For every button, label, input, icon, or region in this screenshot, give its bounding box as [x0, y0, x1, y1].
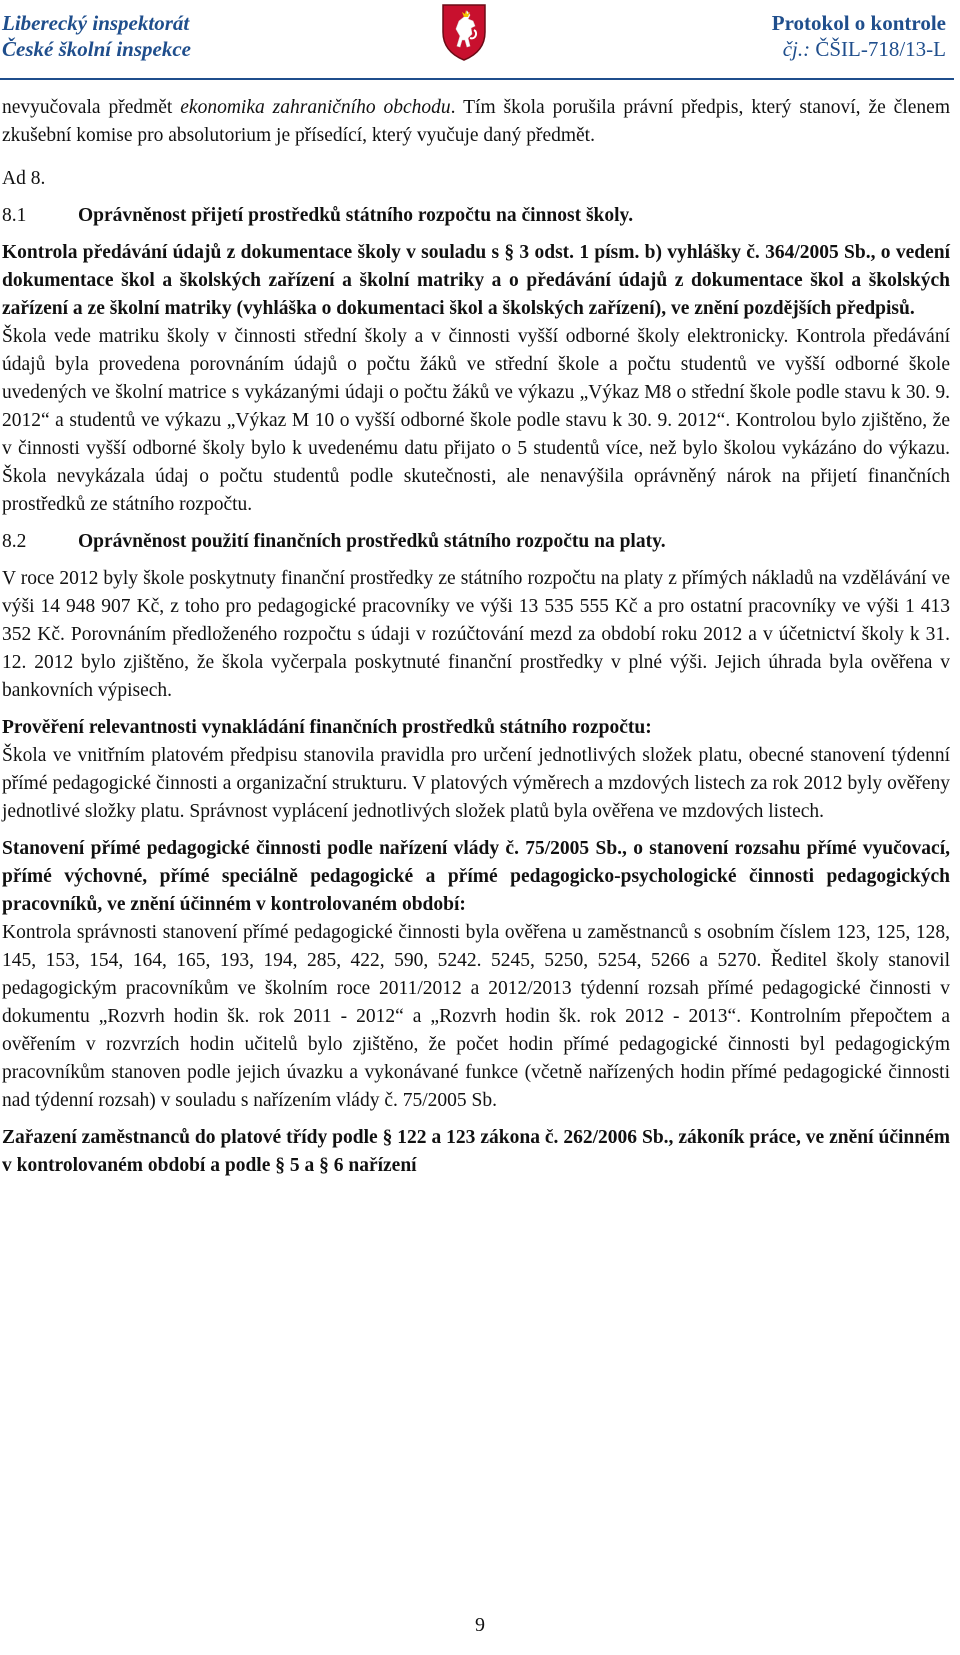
section-8-1-heading: 8.1 Oprávněnost přijetí prostředků státního rozpočtu na činnost školy. — [2, 205, 634, 226]
paragraph-funding: V roce 2012 byly škole poskytnuty finanční prostředky ze státního rozpočtu na platy z přímých nákladů na vzdělávání ve výši 14 948 907 Kč, z toho pro pedagogické pracovníky ve výši 13 535 555 Kč a pro ostatní pracovníky ve výši 1 413 352 Kč. Porovnáním předloženého rozpočtu s údaji v rozúčtování mezd za období roku 2012 a v účetnictví školy k 31. 12. 2012 bylo zjištěno, že škola vyčerpala poskytnuté finanční prostředky v plné výši. Jejich úhrada byla ověřena v bankovních výpisech. — [2, 568, 950, 701]
inspectorate-name: Liberecký inspektorát — [2, 11, 190, 35]
heading-relevance: Prověření relevantnosti vynakládání finančních prostředků státního rozpočtu: — [2, 717, 652, 738]
paragraph-direct-teaching: Kontrola správnosti stanovení přímé pedagogické činnosti byla ověřena u zaměstnanců s osobním číslem 123, 125, 128, 145, 153, 154, 164, 165, 193, 194, 285, 422, 590, 5242. 5245, 5250, 5254, 5266 a 5270. Ředitel školy stanovil pedagogickým pracovníkům ve školním roce 2011/2012 a 2012/2013 týdenní rozsah přímé pedagogické činnosti v dokumentu „Rozvrh hodin šk. rok 2011 - 2012“ a „Rozvrh hodin šk. rok 2012 - 2013“. Kontrolním přepočtem a ověřením v rozvrzích hodin učitelů bylo zjištěno, že počet hodin přímé pedagogické činnosti byl pedagogickým pracovníkům stanoven podle jejich úvazku a vykonávané funkce (včetně nařízených hodin přímé pedagogické činnosti nad týdenní rozsah) v souladu s nařízením vlády č. 75/2005 Sb. — [2, 922, 950, 1111]
protocol-title: Protokol o kontrole — [771, 11, 946, 35]
header-divider — [0, 78, 954, 80]
section-8-2-heading: 8.2 Oprávněnost použití finančních prostředků státního rozpočtu na platy. — [2, 531, 666, 552]
paragraph-relevance: Škola ve vnitřním platovém předpisu stanovila pravidla pro určení jednotlivých složek platu, obecné stanovení týdenní přímé pedagogické činnosti a organizační strukturu. V platových výměrech a mzdových listech za rok 2012 byly ověřeny jednotlivé složky platu. Správnost vyplácení jednotlivých složek platů byla ověřena ve mzdových listech. — [2, 745, 950, 822]
page-header — [0, 0, 960, 80]
paragraph-continuation: nevyučovala předmět ekonomika zahraničního obchodu. Tím škola porušila právní předpis, který stanoví, že členem zkušební komise pro absolutorium je přísedící, který vyučuje daný předmět. — [2, 97, 950, 146]
section-ad-label: Ad 8. — [2, 168, 46, 189]
header-right — [772, 10, 946, 62]
header-left — [2, 10, 191, 62]
paragraph-matrika: Škola vede matriku školy v činnosti střední školy a v činnosti vyšší odborné školy elektronicky. Kontrola předávání údajů byla provedena porovnáním údajů o počtu žáků ve střední škole a počtu studentů ve vyšší odborné škole uvedených ve školní matrice s vykázanými údaji o počtu žáků ve výkazu „Výkaz M8 o střední škole podle stavu k 30. 9. 2012“ a studentů ve výkazu „Výkaz M 10 o vyšší odborné škole podle stavu k 30. 9. 2012“. Kontrolou bylo zjištěno, že v činnosti vyšší odborné školy bylo k uvedenému datu přijato o 5 studentů více, než bylo školou vykázáno do výkazu. Škola nevykázala údaj o počtu studentů podle skutečnosti, ale nenavýšila oprávněný nárok na přijetí finančních prostředků ze státního rozpočtu. — [2, 326, 950, 515]
paragraph-bold-control: Kontrola předávání údajů z dokumentace školy v souladu s § 3 odst. 1 písm. b) vyhlášky č. 364/2005 Sb., o vedení dokumentace škol a školských zařízení a školní matriky a o předávání údajů z dokumentace škol a školských zařízení a ze školní matriky (vyhláška o dokumentaci škol a školských zařízení), ve znění pozdějších předpisů. — [2, 242, 950, 319]
reference-number: čj.: ČŠIL-718/13-L — [782, 37, 946, 61]
coat-of-arms-icon — [440, 2, 488, 62]
page-number: 9 — [475, 1614, 485, 1636]
heading-salary-class: Zařazení zaměstnanců do platové třídy podle § 122 a 123 zákona č. 262/2006 Sb., zákoník práce, ve znění účinném v kontrolovaném období a podle § 5 a § 6 nařízení — [2, 1127, 950, 1176]
document-body — [2, 94, 950, 1180]
heading-direct-teaching: Stanovení přímé pedagogické činnosti podle nařízení vlády č. 75/2005 Sb., o stanovení rozsahu přímé vyučovací, přímé výchovné, přímé speciálně pedagogické a přímé pedagogicko-psychologické činnosti pedagogických pracovníků, ve znění účinném v kontrolovaném období: — [2, 838, 950, 915]
institution-name: České školní inspekce — [2, 37, 191, 61]
